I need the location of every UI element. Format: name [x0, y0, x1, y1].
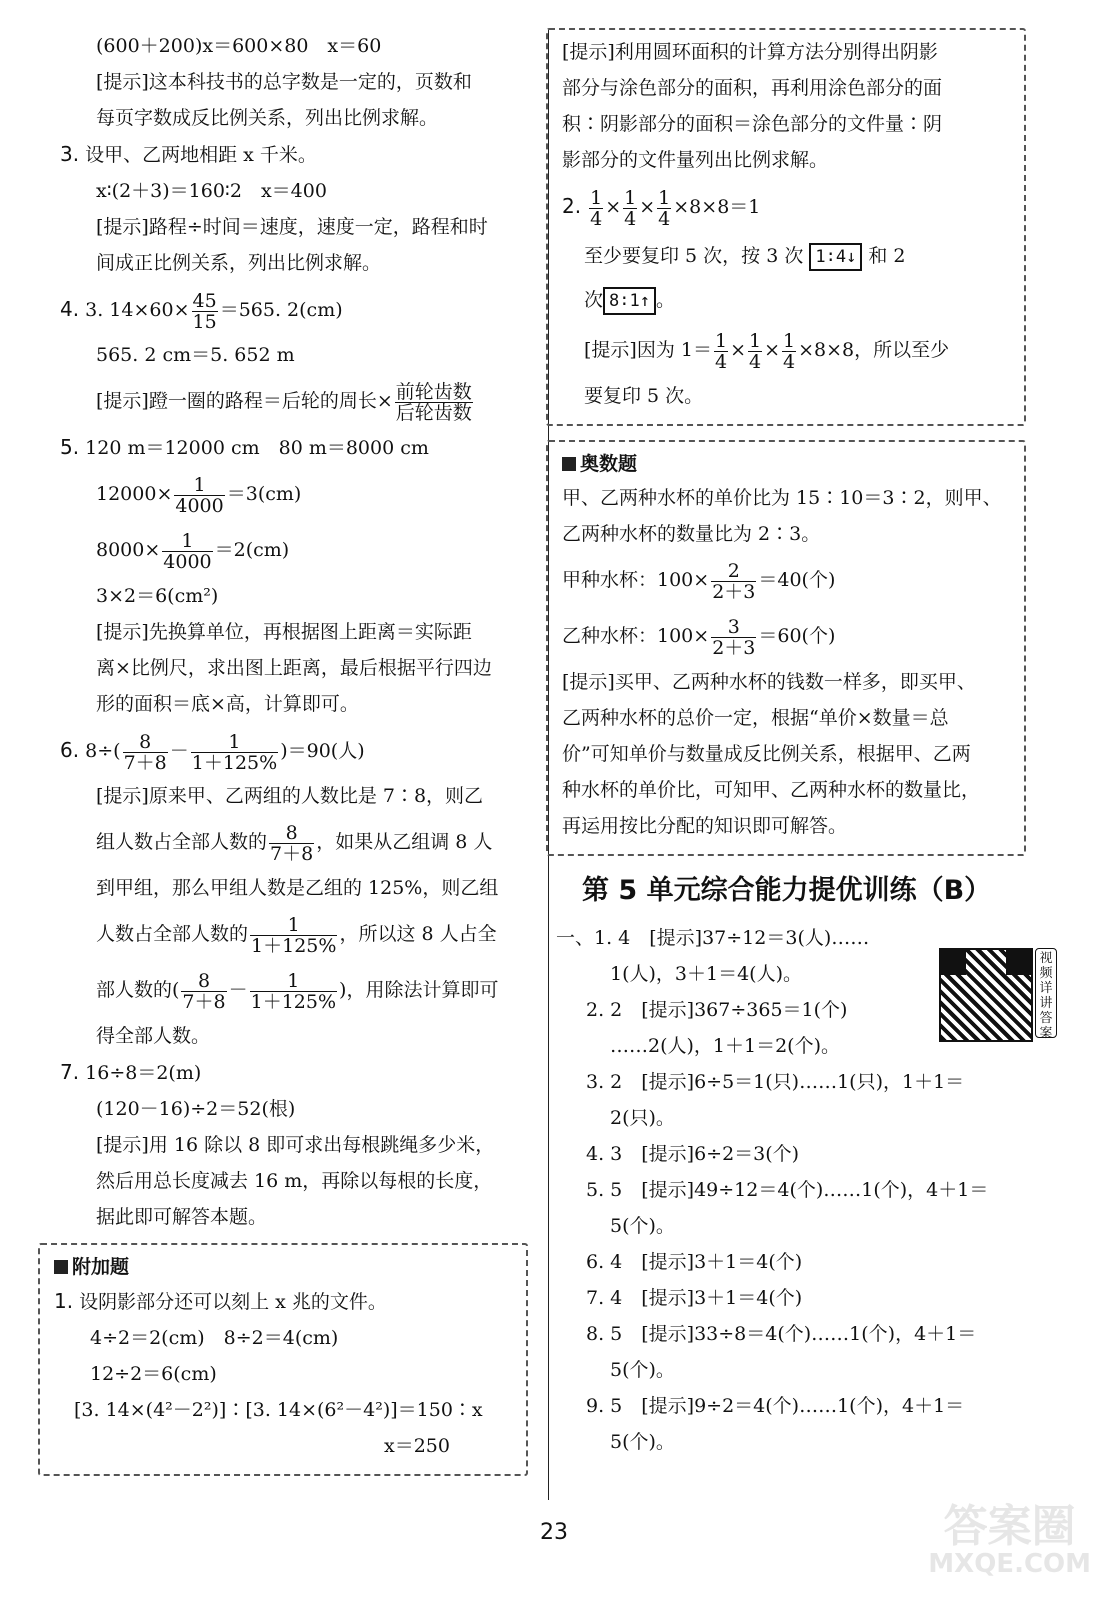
- answer-text: 至少要复印 5 次，按 3 次: [584, 245, 804, 267]
- tag-icon: [54, 1260, 68, 1274]
- numerator: 前轮齿数: [395, 380, 472, 403]
- numerator: 45: [192, 289, 217, 312]
- hint-line: 部分与涂色部分的面积，再利用涂色部分的面: [562, 77, 943, 99]
- expr-text: )＝90(人): [280, 740, 365, 762]
- fraction: [162, 531, 212, 572]
- denominator: 7＋8: [123, 751, 167, 774]
- answer-line: [562, 234, 1010, 278]
- watermark-text: 答案圈: [943, 1501, 1076, 1552]
- hint-text: ，如果从乙组调 8 人: [316, 831, 493, 853]
- fraction: [269, 823, 314, 864]
- fraction: [714, 331, 728, 372]
- olympiad-tag-label: 奥数题: [580, 453, 638, 475]
- answer-line: 3×2＝6(cm²): [96, 585, 219, 607]
- hint-text: 部人数的(: [96, 979, 180, 1001]
- hint-line: [60, 373, 530, 429]
- answer-line: 565. 2 cm＝5. 652 m: [96, 344, 295, 366]
- numerator: 1: [191, 732, 278, 753]
- numerator: 1: [162, 531, 212, 552]
- denominator: 4000: [163, 550, 212, 573]
- fraction: [395, 382, 473, 423]
- answer-line: [562, 608, 1010, 664]
- fraction: [192, 291, 218, 332]
- answer-line: (120－16)÷2＝52(根): [96, 1098, 296, 1120]
- denominator: 4: [783, 350, 796, 373]
- expr-text: 12000×: [96, 483, 173, 505]
- answer-line: x∶(2＋3)＝160∶2 x＝400: [96, 180, 327, 202]
- numerator: 8: [123, 732, 168, 753]
- watermark-url: MXQE.COM: [928, 1549, 1091, 1579]
- fraction: [250, 971, 337, 1012]
- hint-line: [提示]用 16 除以 8 即可求出每根跳绳多少米，: [96, 1134, 495, 1156]
- denominator: 1＋125%: [250, 990, 337, 1013]
- numerator: 1: [174, 475, 224, 496]
- answer-line: (600＋200)x＝600×80 x＝60: [96, 35, 382, 57]
- denominator: 4: [590, 207, 603, 230]
- tag-icon: [562, 457, 576, 471]
- question-number: 1.: [54, 1289, 74, 1313]
- answer-line: 甲、乙两种水杯的单价比为 15∶10＝3∶2，则甲、: [562, 487, 1002, 509]
- expr-text: ＝565. 2(cm): [219, 299, 343, 321]
- hint-text: 组人数占全部人数的: [96, 831, 268, 853]
- bonus-box-continued: [546, 28, 1026, 426]
- answer-text: 和 2: [868, 245, 906, 267]
- hint-line: [60, 962, 530, 1018]
- fraction: [589, 188, 603, 229]
- answer-text: 次: [584, 289, 604, 311]
- right-column: [556, 28, 1058, 1460]
- hint-line: 据此即可解答本题。: [96, 1206, 268, 1228]
- expr-text: ＝3(cm): [226, 483, 302, 505]
- hint-text: )，用除法计算即可: [339, 979, 499, 1001]
- answer-line: [60, 466, 530, 522]
- expr-text: ×: [605, 196, 622, 218]
- expr-text: ×: [639, 196, 656, 218]
- hint-line: 乙两种水杯的总价一定，根据“单价×数量＝总: [562, 707, 949, 729]
- hint-line: 要复印 5 次。: [584, 385, 704, 407]
- fraction: [174, 475, 224, 516]
- fraction: [657, 188, 671, 229]
- olympiad-tag: [562, 448, 1010, 480]
- fraction: [181, 971, 226, 1012]
- section-heading: 第 5 单元综合能力提优训练（B）: [582, 875, 992, 906]
- answer-text: 甲种水杯：100×: [562, 569, 710, 591]
- hint-line: 到甲组，那么甲组人数是乙组的 125%，则乙组: [96, 877, 499, 899]
- hint-text: [提示]因为 1＝: [584, 339, 712, 361]
- expr-text: ×8×8＝1: [673, 196, 761, 218]
- answer-line: 5(个)。: [610, 1359, 675, 1381]
- answer-line: [60, 281, 530, 337]
- hint-line: 离×比例尺，求出图上距离，最后根据平行四边: [96, 657, 492, 679]
- denominator: 7＋8: [270, 842, 314, 865]
- hint-line: [提示]先换算单位，再根据图上距离＝实际距: [96, 621, 472, 643]
- numerator: 3: [711, 617, 756, 638]
- answer-line: 设阴影部分还可以刻上 x 兆的文件。: [79, 1291, 387, 1313]
- qr-code-block[interactable]: [939, 948, 1059, 1044]
- hint-line: [提示]利用圆环面积的计算方法分别得出阴影: [562, 41, 938, 63]
- question-number: 2.: [562, 194, 582, 218]
- question-number: 3.: [60, 142, 80, 166]
- hint-line: [提示]路程÷时间＝速度，速度一定，路程和时: [96, 216, 488, 238]
- answer-line: [562, 552, 1010, 608]
- answer-line: 5. 5 [提示]49÷12＝4(个)……1(个)，4＋1＝: [586, 1179, 989, 1201]
- denominator: 4: [714, 350, 728, 373]
- hint-line: 然后用总长度减去 16 m，再除以每根的长度，: [96, 1170, 493, 1192]
- answer-line: 设甲、乙两地相距 x 千米。: [85, 144, 317, 166]
- hint-line: 再运用按比分配的知识即可解答。: [562, 815, 848, 837]
- answer-line: [3. 14×(4²－2²)]∶[3. 14×(6²－4²)]＝150∶x: [74, 1399, 483, 1421]
- denominator: 4: [748, 350, 762, 373]
- hint-line: 每页字数成反比例关系，列出比例求解。: [96, 107, 439, 129]
- answer-line: x＝250: [384, 1435, 450, 1457]
- hint-line: [562, 322, 1010, 378]
- bonus-box: [38, 1243, 528, 1476]
- hint-line: 影部分的文件量列出比例求解。: [562, 149, 829, 171]
- expr-text: ＝2(cm): [214, 539, 290, 561]
- bonus-tag-label: 附加题: [72, 1256, 130, 1278]
- numerator: 1: [783, 329, 796, 352]
- numerator: 1: [590, 186, 603, 209]
- hint-text: ×: [730, 339, 746, 361]
- numerator: 8: [181, 971, 226, 992]
- answer-line: 1(人)，3＋1＝4(人)。: [610, 963, 803, 985]
- numerator: 1: [624, 186, 637, 209]
- fraction: [711, 617, 756, 658]
- hint-text: －: [228, 979, 248, 1001]
- hint-line: [提示]原来甲、乙两组的人数比是 7∶8，则乙: [96, 785, 484, 807]
- denominator: 4: [658, 207, 671, 230]
- hint-line: 形的面积＝底×高，计算即可。: [96, 693, 359, 715]
- hint-line: 得全部人数。: [96, 1025, 211, 1047]
- fraction: [711, 561, 756, 602]
- answer-line: ……2(人)，1＋1＝2(个)。: [610, 1035, 841, 1057]
- answer-line: 12÷2＝6(cm): [90, 1363, 217, 1385]
- answer-line: 一、1. 4 [提示]37÷12＝3(人)……: [556, 927, 870, 949]
- answer-line: 4. 3 [提示]6÷2＝3(个): [586, 1143, 800, 1165]
- answer-line: 8. 5 [提示]33÷8＝4(个)……1(个)，4＋1＝: [586, 1323, 977, 1345]
- answer-text: 乙种水杯：100×: [562, 625, 710, 647]
- hint-line: [提示]这本科技书的总字数是一定的，页数和: [96, 71, 472, 93]
- answer-line: [562, 278, 1010, 322]
- hint-line: [60, 906, 530, 962]
- answer-line: 6. 4 [提示]3＋1＝4(个): [586, 1251, 803, 1273]
- hint-line: 价”可知单价与数量成反比例关系，根据甲、乙两: [562, 743, 971, 765]
- denominator: 4: [624, 207, 637, 230]
- answer-line: 3. 2 [提示]6÷5＝1(只)……1(只)，1＋1＝: [586, 1071, 965, 1093]
- question-number: 5.: [60, 435, 80, 459]
- denominator: 1＋125%: [191, 751, 278, 774]
- fraction: [623, 188, 637, 229]
- answer-line: 16÷8＝2(m): [85, 1062, 202, 1084]
- hint-line: 积∶阴影部分的面积＝涂色部分的文件量∶阴: [562, 113, 943, 135]
- answer-text: ＝60(个): [758, 625, 836, 647]
- fraction: [123, 732, 168, 773]
- answer-line: 9. 5 [提示]9÷2＝4(个)……1(个)，4＋1＝: [586, 1395, 965, 1417]
- denominator: 4000: [175, 494, 224, 517]
- page-number: 23: [540, 1520, 568, 1545]
- ratio-box: 1∶4↓: [809, 243, 862, 271]
- question-number: 6.: [60, 738, 80, 762]
- bonus-tag: [54, 1251, 512, 1283]
- numerator: 1: [714, 329, 728, 352]
- numerator: 1: [658, 186, 671, 209]
- denominator: 15: [192, 310, 217, 333]
- left-column: [54, 28, 530, 1476]
- hint-text: ×: [764, 339, 780, 361]
- hint-text: ，所以这 8 人占全: [339, 923, 497, 945]
- hint-text: 人数占全部人数的: [96, 923, 249, 945]
- hint-line: [60, 814, 530, 870]
- qr-label: 视频详讲答案: [1035, 948, 1057, 1038]
- hint-line: 种水杯的单价比，可知甲、乙两种水杯的数量比，: [562, 779, 981, 801]
- expr-text: 3. 14×60×: [85, 299, 190, 321]
- ratio-box: 8∶1↑: [603, 287, 656, 315]
- qr-code-icon[interactable]: [939, 948, 1033, 1042]
- question-number: 7.: [60, 1060, 80, 1084]
- numerator: 8: [269, 823, 314, 844]
- watermark: [928, 1501, 1091, 1579]
- denominator: 2＋3: [712, 636, 756, 659]
- fraction: [250, 915, 337, 956]
- numerator: 1: [250, 915, 337, 936]
- denominator: 2＋3: [712, 580, 756, 603]
- olympiad-box: [546, 440, 1026, 856]
- answer-line: 2. 2 [提示]367÷365＝1(个): [586, 999, 848, 1021]
- answer-line: 120 m＝12000 cm 80 m＝8000 cm: [85, 437, 429, 459]
- answer-line: 5(个)。: [610, 1431, 675, 1453]
- answer-line: [60, 522, 530, 578]
- numerator: 1: [748, 329, 762, 352]
- fraction: [748, 331, 762, 372]
- expr-text: －: [169, 740, 189, 762]
- hint-line: 间成正比例关系，列出比例求解。: [96, 252, 382, 274]
- question-number: 4.: [60, 297, 80, 321]
- hint-line: [提示]买甲、乙两种水杯的钱数一样多，即买甲、: [562, 671, 976, 693]
- answer-line: 2(只)。: [610, 1107, 675, 1129]
- answer-line: 4÷2＝2(cm) 8÷2＝4(cm): [90, 1327, 339, 1349]
- answer-line: 乙两种水杯的数量比为 2∶3。: [562, 523, 821, 545]
- denominator: 7＋8: [182, 990, 226, 1013]
- hint-text: ×8×8，所以至少: [798, 339, 950, 361]
- denominator: 1＋125%: [251, 934, 337, 957]
- numerator: 2: [711, 561, 756, 582]
- fraction: [191, 732, 278, 773]
- answer-text: 。: [655, 289, 675, 311]
- hint-text: [提示]蹬一圈的路程＝后轮的周长×: [96, 390, 393, 412]
- denominator: 后轮齿数: [395, 401, 472, 424]
- expr-text: 8÷(: [85, 740, 121, 762]
- answer-line: [60, 722, 530, 778]
- answer-text: ＝40(个): [758, 569, 836, 591]
- fraction: [782, 331, 796, 372]
- answer-line: 7. 4 [提示]3＋1＝4(个): [586, 1287, 803, 1309]
- answer-line: 5(个)。: [610, 1215, 675, 1237]
- numerator: 1: [250, 971, 337, 992]
- answer-line: [562, 178, 1010, 234]
- expr-text: 8000×: [96, 539, 161, 561]
